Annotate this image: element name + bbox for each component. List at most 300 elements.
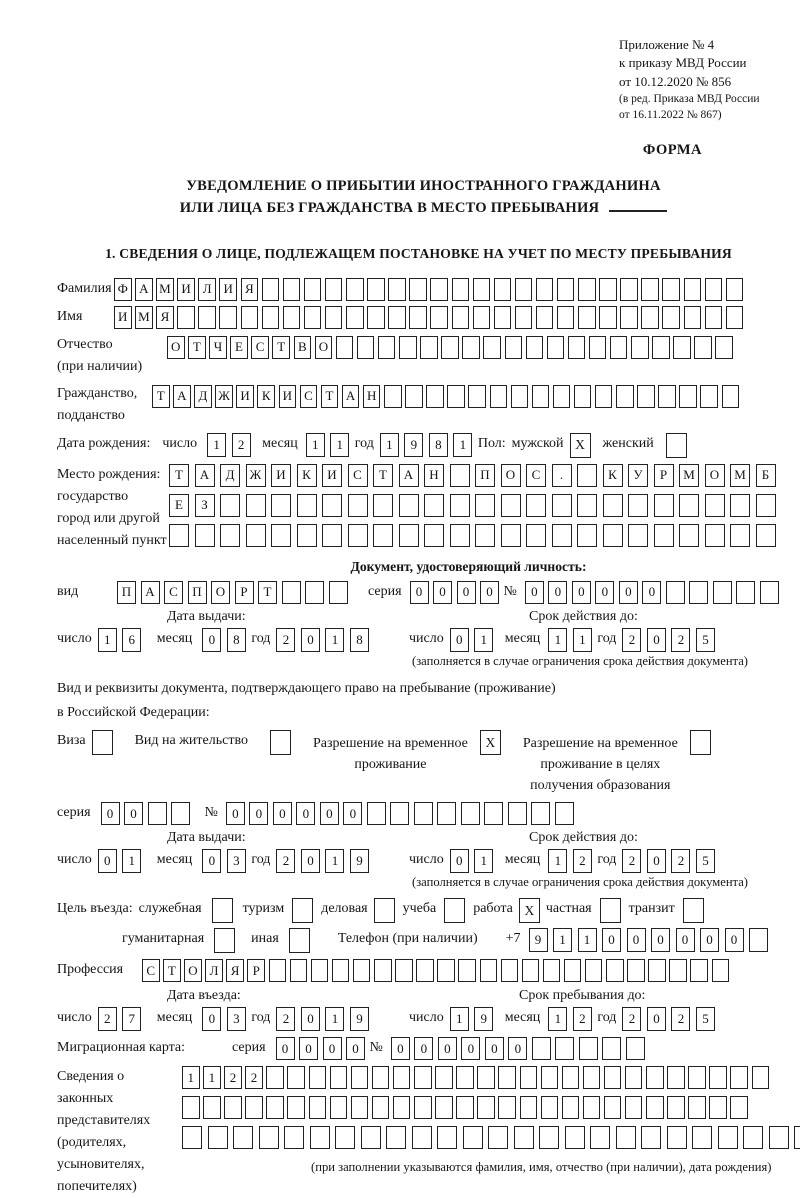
char-cell[interactable] [515,306,533,329]
char-cell[interactable]: 0 [323,1037,342,1060]
char-cell[interactable] [322,494,342,517]
char-cell[interactable]: 5 [696,628,715,652]
char-cell[interactable]: 2 [224,1066,242,1089]
char-cell[interactable] [713,581,732,604]
char-cell[interactable] [646,1096,664,1119]
char-cell[interactable]: 0 [249,802,268,825]
char-cell[interactable] [526,494,546,517]
char-cell[interactable]: Л [205,959,223,982]
char-cell[interactable] [346,306,364,329]
char-cell[interactable]: 2 [245,1066,263,1089]
char-cell[interactable] [435,1066,453,1089]
char-cell[interactable]: 0 [296,802,315,825]
char-cell[interactable] [654,494,674,517]
char-cell[interactable]: 0 [202,1007,221,1031]
char-cell[interactable] [367,306,385,329]
char-cell[interactable] [336,336,354,359]
char-cell[interactable]: М [156,278,174,301]
char-cell[interactable]: И [271,464,291,487]
char-cell[interactable] [412,1126,432,1149]
char-cell[interactable]: О [315,336,333,359]
char-cell[interactable]: 0 [299,1037,318,1060]
char-cell[interactable] [182,1126,202,1149]
char-cell[interactable] [220,494,240,517]
char-cell[interactable] [602,1037,621,1060]
char-cell[interactable] [424,494,444,517]
char-cell[interactable] [694,336,712,359]
char-cell[interactable]: К [297,464,317,487]
char-cell[interactable]: М [679,464,699,487]
char-cell[interactable] [473,278,491,301]
char-cell[interactable] [501,959,519,982]
char-cell[interactable] [522,959,540,982]
residence-permit-checkbox[interactable] [270,730,291,755]
char-cell[interactable]: 1 [450,1007,469,1031]
char-cell[interactable]: У [628,464,648,487]
char-cell[interactable] [437,1126,457,1149]
char-cell[interactable] [245,1096,263,1119]
char-cell[interactable]: 0 [700,928,719,952]
char-cell[interactable] [620,306,638,329]
char-cell[interactable]: 0 [410,581,429,604]
char-cell[interactable] [325,278,343,301]
char-cell[interactable] [626,1037,645,1060]
char-cell[interactable] [610,336,628,359]
char-cell[interactable] [603,494,623,517]
char-cell[interactable] [565,1126,585,1149]
char-cell[interactable] [437,959,455,982]
char-cell[interactable] [262,306,280,329]
char-cell[interactable] [579,1037,598,1060]
purpose-tourism-checkbox[interactable] [292,898,313,923]
char-cell[interactable] [769,1126,789,1149]
char-cell[interactable] [330,1066,348,1089]
char-cell[interactable]: 0 [98,849,117,873]
char-cell[interactable] [241,306,259,329]
char-cell[interactable] [564,959,582,982]
char-cell[interactable] [282,581,301,604]
char-cell[interactable]: А [342,385,360,408]
char-cell[interactable] [477,1066,495,1089]
char-cell[interactable]: О [705,464,725,487]
char-cell[interactable] [514,1126,534,1149]
char-cell[interactable] [435,1096,453,1119]
char-cell[interactable]: 1 [553,928,572,952]
char-cell[interactable] [684,278,702,301]
char-cell[interactable] [667,1126,687,1149]
char-cell[interactable]: 2 [98,1007,117,1031]
char-cell[interactable] [494,278,512,301]
char-cell[interactable] [195,524,215,547]
char-cell[interactable]: 0 [320,802,339,825]
char-cell[interactable]: Д [220,464,240,487]
char-cell[interactable] [416,959,434,982]
char-cell[interactable]: П [188,581,207,604]
char-cell[interactable]: В [294,336,312,359]
char-cell[interactable]: И [219,278,237,301]
char-cell[interactable] [458,959,476,982]
char-cell[interactable] [520,1066,538,1089]
char-cell[interactable]: 0 [301,849,320,873]
char-cell[interactable] [552,524,572,547]
char-cell[interactable] [690,959,708,982]
char-cell[interactable]: С [300,385,318,408]
char-cell[interactable] [705,306,723,329]
char-cell[interactable]: Т [272,336,290,359]
char-cell[interactable] [684,306,702,329]
char-cell[interactable]: 0 [651,928,670,952]
char-cell[interactable]: П [117,581,136,604]
char-cell[interactable] [654,524,674,547]
char-cell[interactable] [399,524,419,547]
char-cell[interactable] [450,464,470,487]
char-cell[interactable]: 2 [671,628,690,652]
char-cell[interactable] [480,959,498,982]
char-cell[interactable] [259,1126,279,1149]
char-cell[interactable] [348,524,368,547]
char-cell[interactable] [536,278,554,301]
char-cell[interactable] [335,1126,355,1149]
char-cell[interactable] [700,385,718,408]
char-cell[interactable]: 1 [325,628,344,652]
char-cell[interactable] [599,306,617,329]
char-cell[interactable] [373,494,393,517]
char-cell[interactable]: Н [424,464,444,487]
char-cell[interactable]: 0 [273,802,292,825]
visa-checkbox[interactable] [92,730,113,755]
char-cell[interactable] [414,1096,432,1119]
char-cell[interactable] [220,524,240,547]
char-cell[interactable] [539,1126,559,1149]
char-cell[interactable] [494,306,512,329]
char-cell[interactable] [692,1126,712,1149]
char-cell[interactable] [646,1066,664,1089]
char-cell[interactable]: 0 [485,1037,504,1060]
char-cell[interactable]: 2 [573,1007,592,1031]
char-cell[interactable]: 0 [525,581,544,604]
char-cell[interactable] [462,336,480,359]
char-cell[interactable] [603,524,623,547]
char-cell[interactable]: Т [321,385,339,408]
char-cell[interactable] [555,1037,574,1060]
char-cell[interactable] [679,524,699,547]
char-cell[interactable] [726,278,744,301]
char-cell[interactable]: 9 [350,1007,369,1031]
char-cell[interactable]: А [173,385,191,408]
char-cell[interactable]: 1 [474,849,493,873]
char-cell[interactable]: Е [230,336,248,359]
char-cell[interactable] [730,524,750,547]
char-cell[interactable] [712,959,730,982]
edu-permit-checkbox[interactable] [690,730,711,755]
char-cell[interactable] [475,494,495,517]
char-cell[interactable] [730,1096,748,1119]
char-cell[interactable] [386,1126,406,1149]
char-cell[interactable]: С [251,336,269,359]
char-cell[interactable]: Е [169,494,189,517]
char-cell[interactable] [437,802,456,825]
purpose-study-checkbox[interactable] [444,898,465,923]
char-cell[interactable] [583,1066,601,1089]
char-cell[interactable] [709,1096,727,1119]
char-cell[interactable] [620,278,638,301]
char-cell[interactable]: 2 [573,849,592,873]
char-cell[interactable] [393,1066,411,1089]
char-cell[interactable] [595,385,613,408]
char-cell[interactable]: 1 [380,433,399,457]
char-cell[interactable]: 0 [343,802,362,825]
char-cell[interactable] [689,581,708,604]
char-cell[interactable] [283,306,301,329]
char-cell[interactable] [585,959,603,982]
char-cell[interactable] [667,1096,685,1119]
char-cell[interactable] [498,1096,516,1119]
char-cell[interactable] [456,1096,474,1119]
char-cell[interactable]: 1 [548,1007,567,1031]
char-cell[interactable]: 0 [548,581,567,604]
char-cell[interactable] [287,1096,305,1119]
char-cell[interactable]: Л [198,278,216,301]
char-cell[interactable] [562,1096,580,1119]
char-cell[interactable] [329,581,348,604]
char-cell[interactable] [641,1126,661,1149]
char-cell[interactable] [330,1096,348,1119]
char-cell[interactable] [730,494,750,517]
char-cell[interactable] [266,1066,284,1089]
purpose-private-checkbox[interactable] [600,898,621,923]
char-cell[interactable] [520,1096,538,1119]
char-cell[interactable] [287,1066,305,1089]
char-cell[interactable]: 2 [622,628,641,652]
char-cell[interactable] [541,1096,559,1119]
char-cell[interactable]: 1 [548,628,567,652]
char-cell[interactable] [484,802,503,825]
char-cell[interactable]: О [167,336,185,359]
char-cell[interactable] [351,1066,369,1089]
char-cell[interactable]: А [195,464,215,487]
char-cell[interactable] [171,802,190,825]
char-cell[interactable] [148,802,167,825]
char-cell[interactable] [378,336,396,359]
char-cell[interactable] [399,336,417,359]
char-cell[interactable]: 5 [696,849,715,873]
char-cell[interactable]: 0 [438,1037,457,1060]
char-cell[interactable] [583,1096,601,1119]
char-cell[interactable] [414,1066,432,1089]
char-cell[interactable]: А [135,278,153,301]
char-cell[interactable]: 9 [529,928,548,952]
char-cell[interactable]: 9 [474,1007,493,1031]
char-cell[interactable] [568,336,586,359]
char-cell[interactable] [309,1096,327,1119]
char-cell[interactable]: Т [188,336,206,359]
char-cell[interactable]: Т [258,581,277,604]
char-cell[interactable] [726,306,744,329]
char-cell[interactable] [501,494,521,517]
char-cell[interactable] [305,581,324,604]
char-cell[interactable] [219,306,237,329]
char-cell[interactable] [310,1126,330,1149]
purpose-humanitarian-checkbox[interactable] [214,928,235,953]
char-cell[interactable]: 0 [508,1037,527,1060]
char-cell[interactable]: . [552,464,572,487]
char-cell[interactable] [709,1066,727,1089]
char-cell[interactable]: 8 [350,628,369,652]
char-cell[interactable] [541,1066,559,1089]
char-cell[interactable]: К [603,464,623,487]
char-cell[interactable] [283,278,301,301]
char-cell[interactable] [414,802,433,825]
char-cell[interactable] [625,1066,643,1089]
char-cell[interactable] [388,278,406,301]
char-cell[interactable]: О [211,581,230,604]
char-cell[interactable] [304,306,322,329]
char-cell[interactable]: С [164,581,183,604]
char-cell[interactable] [532,385,550,408]
char-cell[interactable]: 0 [391,1037,410,1060]
char-cell[interactable]: 0 [602,928,621,952]
char-cell[interactable]: 2 [671,849,690,873]
char-cell[interactable] [351,1096,369,1119]
char-cell[interactable] [752,1066,770,1089]
char-cell[interactable]: 0 [346,1037,365,1060]
char-cell[interactable]: 0 [301,1007,320,1031]
char-cell[interactable]: 0 [202,628,221,652]
char-cell[interactable] [627,959,645,982]
char-cell[interactable]: 1 [325,849,344,873]
char-cell[interactable]: М [730,464,750,487]
char-cell[interactable] [372,1096,390,1119]
char-cell[interactable] [262,278,280,301]
char-cell[interactable] [718,1126,738,1149]
char-cell[interactable] [589,336,607,359]
char-cell[interactable] [490,385,508,408]
char-cell[interactable] [233,1126,253,1149]
char-cell[interactable] [430,278,448,301]
char-cell[interactable]: 0 [676,928,695,952]
char-cell[interactable]: 1 [548,849,567,873]
purpose-work-checkbox[interactable]: X [519,898,540,923]
char-cell[interactable]: И [177,278,195,301]
char-cell[interactable] [246,494,266,517]
char-cell[interactable] [203,1096,221,1119]
char-cell[interactable] [526,524,546,547]
char-cell[interactable] [599,278,617,301]
char-cell[interactable] [760,581,779,604]
char-cell[interactable]: П [475,464,495,487]
char-cell[interactable] [688,1066,706,1089]
char-cell[interactable]: 8 [227,628,246,652]
char-cell[interactable]: 0 [647,849,666,873]
char-cell[interactable] [246,524,266,547]
char-cell[interactable] [450,494,470,517]
char-cell[interactable]: Ж [215,385,233,408]
char-cell[interactable]: 3 [227,1007,246,1031]
char-cell[interactable]: И [114,306,132,329]
char-cell[interactable]: 0 [647,628,666,652]
char-cell[interactable] [577,524,597,547]
char-cell[interactable] [679,494,699,517]
char-cell[interactable] [505,336,523,359]
char-cell[interactable]: Т [163,959,181,982]
char-cell[interactable] [372,1066,390,1089]
char-cell[interactable] [309,1066,327,1089]
char-cell[interactable]: 0 [627,928,646,952]
char-cell[interactable] [488,1126,508,1149]
char-cell[interactable]: Я [156,306,174,329]
char-cell[interactable]: 1 [578,928,597,952]
char-cell[interactable] [666,581,685,604]
char-cell[interactable] [271,494,291,517]
char-cell[interactable] [547,336,565,359]
char-cell[interactable]: 1 [203,1066,221,1089]
char-cell[interactable] [743,1126,763,1149]
char-cell[interactable]: 7 [122,1007,141,1031]
char-cell[interactable] [332,959,350,982]
char-cell[interactable] [574,385,592,408]
char-cell[interactable]: И [236,385,254,408]
char-cell[interactable]: 0 [725,928,744,952]
char-cell[interactable] [722,385,740,408]
char-cell[interactable] [508,802,527,825]
char-cell[interactable]: 0 [414,1037,433,1060]
purpose-business-checkbox[interactable] [374,898,395,923]
char-cell[interactable] [452,306,470,329]
char-cell[interactable] [705,494,725,517]
char-cell[interactable]: 3 [227,849,246,873]
char-cell[interactable] [447,385,465,408]
char-cell[interactable] [405,385,423,408]
char-cell[interactable] [361,1126,381,1149]
char-cell[interactable] [475,524,495,547]
char-cell[interactable] [456,1066,474,1089]
char-cell[interactable]: 1 [98,628,117,652]
char-cell[interactable]: 0 [226,802,245,825]
char-cell[interactable] [652,336,670,359]
char-cell[interactable] [628,524,648,547]
purpose-transit-checkbox[interactable] [683,898,704,923]
char-cell[interactable]: 1 [573,628,592,652]
char-cell[interactable]: С [348,464,368,487]
char-cell[interactable] [553,385,571,408]
char-cell[interactable] [269,959,287,982]
char-cell[interactable]: Я [226,959,244,982]
char-cell[interactable] [705,524,725,547]
char-cell[interactable] [604,1066,622,1089]
char-cell[interactable]: 0 [595,581,614,604]
purpose-other-checkbox[interactable] [289,928,310,953]
char-cell[interactable]: Б [756,464,776,487]
char-cell[interactable] [169,524,189,547]
char-cell[interactable] [669,959,687,982]
char-cell[interactable]: Р [235,581,254,604]
char-cell[interactable]: 0 [450,849,469,873]
char-cell[interactable]: И [322,464,342,487]
char-cell[interactable]: 0 [450,628,469,652]
char-cell[interactable] [730,1066,748,1089]
char-cell[interactable]: С [526,464,546,487]
char-cell[interactable] [409,306,427,329]
char-cell[interactable] [616,1126,636,1149]
char-cell[interactable]: 0 [276,1037,295,1060]
char-cell[interactable] [543,959,561,982]
char-cell[interactable] [395,959,413,982]
char-cell[interactable]: Я [241,278,259,301]
char-cell[interactable] [606,959,624,982]
char-cell[interactable]: 1 [306,433,325,457]
char-cell[interactable] [631,336,649,359]
char-cell[interactable] [749,928,768,952]
